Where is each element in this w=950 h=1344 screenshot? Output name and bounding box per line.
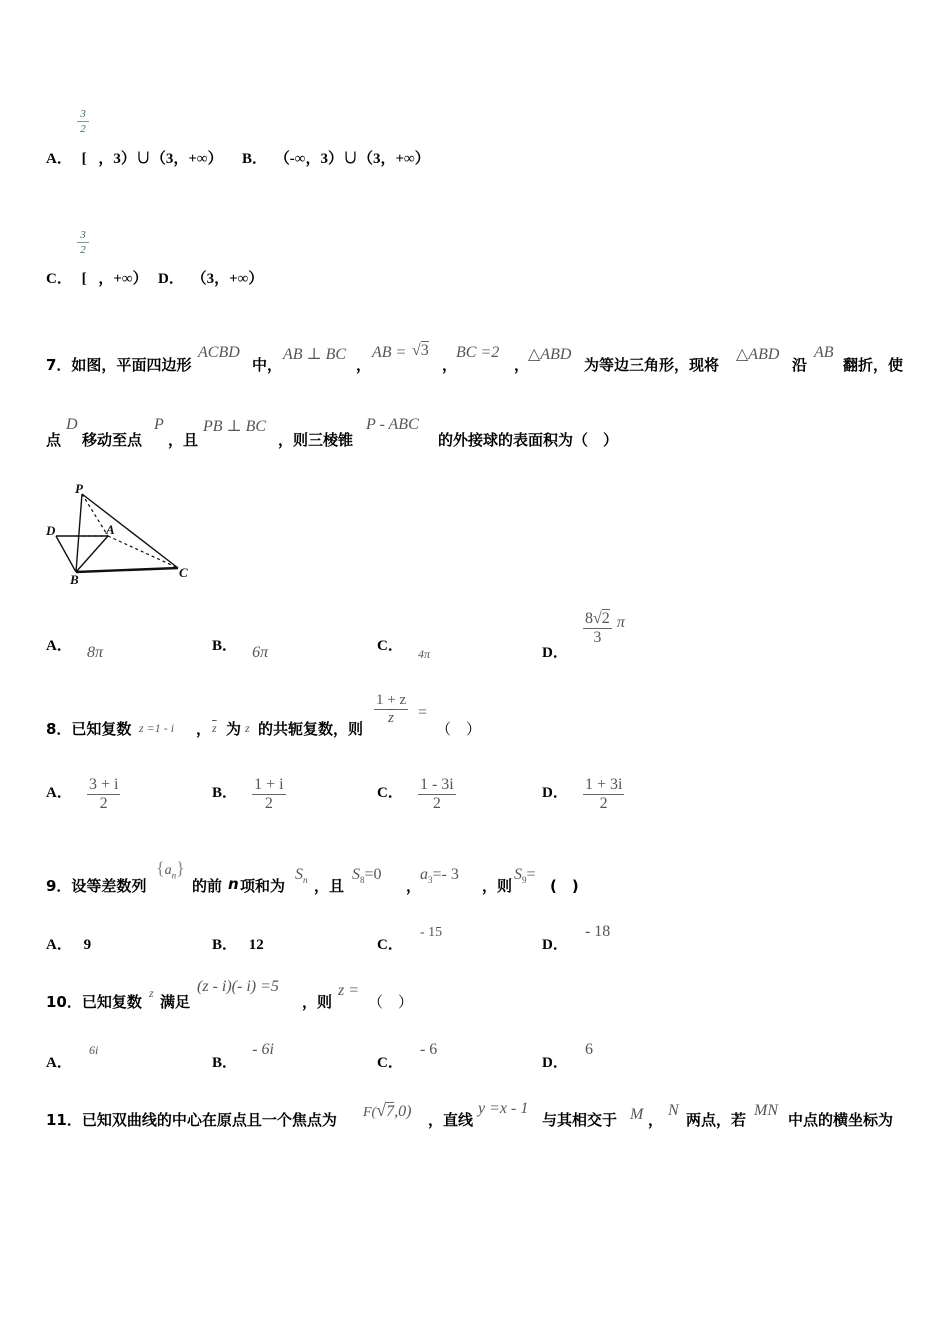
s8-sub: 8 <box>360 875 365 886</box>
frac-num: 3 <box>80 108 86 120</box>
label-b: B <box>70 572 79 585</box>
frac-den: 2 <box>432 795 441 812</box>
option-text: （-∞，3）∪（3，+∞） <box>274 151 430 167</box>
q11-tail: 中点的横坐标为 <box>788 1111 894 1129</box>
option-value: - 6 <box>419 1041 438 1058</box>
q7-equilateral: 为等边三角形，现将 <box>584 356 720 374</box>
q9-stem <box>46 858 646 898</box>
q7-bc-eq: BC =2 <box>456 344 500 361</box>
q7-ab: AB <box>814 344 834 361</box>
option-value: 8π <box>86 644 103 661</box>
q8-equals: = <box>418 704 428 721</box>
an-sub: n <box>171 870 177 881</box>
q7-p: P <box>154 416 164 433</box>
option-label: C． <box>377 1055 403 1071</box>
option-label: D． <box>542 937 568 953</box>
sqrt-radicand: 3 <box>420 342 429 359</box>
q11-stem <box>46 1096 911 1136</box>
q11-focus <box>363 1100 411 1121</box>
option-label: A． <box>46 151 72 167</box>
option-label: D． <box>542 1055 568 1071</box>
q10-prefix: 10．已知复数 <box>46 993 142 1011</box>
q7-ab-perp-bc: AB ⊥ BC <box>283 346 347 363</box>
q7-triangle-abd-2: △ABD <box>736 346 780 363</box>
q7-comma-1: ， <box>356 356 372 374</box>
q7-option-a[interactable] <box>46 634 103 661</box>
option-label: A． <box>46 785 72 801</box>
frac-den: 2 <box>99 795 108 812</box>
frac-num: 3 <box>80 229 86 241</box>
option-fraction <box>583 610 612 647</box>
q9-a3 <box>420 864 459 885</box>
q9-he: 项和为 <box>240 877 286 895</box>
option-value: 12 <box>248 937 264 953</box>
focus-radicand: 7 <box>386 1103 395 1120</box>
q9-prefix: 9．设等差数列 <box>46 877 147 895</box>
q9-sn <box>295 864 308 885</box>
q9-ze: ，则 <box>482 877 513 895</box>
q9-qie: ，且 <box>314 877 345 895</box>
q7-option-d[interactable] <box>542 610 625 661</box>
s8-eq: =0 <box>364 866 382 883</box>
q8-paren: （ ） <box>436 720 482 738</box>
option-label: C． <box>377 937 403 953</box>
s8-base: S <box>352 866 360 883</box>
s9-eq: = <box>526 866 536 883</box>
q7-p-abc: P - ABC <box>366 416 419 433</box>
q6-option-c[interactable] <box>46 267 148 288</box>
q7-tail: 的外接球的表面积为（ ） <box>438 431 619 449</box>
focus-pre: F( <box>363 1105 377 1120</box>
option-label: A． <box>46 638 72 654</box>
option-text-pre: [ <box>81 151 87 167</box>
frac-den: 2 <box>80 123 86 135</box>
q7-pb-perp-bc: PB ⊥ BC <box>203 418 267 435</box>
option-label: D． <box>542 645 568 661</box>
q8-fraction <box>374 692 408 727</box>
q11-n: N <box>668 1102 679 1119</box>
option-label: B． <box>212 785 238 801</box>
q8-z-def: z =1 - i <box>139 721 175 735</box>
q9-comma: ， <box>406 877 422 895</box>
q8-option-d[interactable] <box>542 776 624 813</box>
label-d: D <box>46 523 56 538</box>
q11-comma: ， <box>648 1111 664 1129</box>
q7-comma-3: ， <box>514 356 530 374</box>
frac-den: z <box>388 710 394 726</box>
s9-sub: 9 <box>522 875 527 886</box>
q7-option-b[interactable] <box>212 634 269 661</box>
option-text: （3，+∞） <box>191 271 264 287</box>
q8-prefix: 8．已知复数 <box>46 720 132 738</box>
q11-line-label: ，直线 <box>428 1111 474 1129</box>
frac-num: 1 + i <box>254 776 284 793</box>
q10-option-c[interactable] <box>377 1038 438 1071</box>
option-label: D． <box>542 785 568 801</box>
q9-qian: 的前 <box>192 877 223 895</box>
frac-num: 1 + z <box>376 692 407 708</box>
frac-num: 8√2 <box>584 610 610 627</box>
a3-base: a <box>420 866 428 883</box>
q7-d: D <box>66 416 78 433</box>
q10-option-b[interactable] <box>212 1038 274 1071</box>
option-value: 9 <box>83 937 92 953</box>
q11-mn: MN <box>754 1102 778 1119</box>
q9-option-d[interactable] <box>542 920 611 953</box>
q9-s8 <box>352 864 382 885</box>
option-pi: π <box>616 614 625 631</box>
q8-option-b[interactable] <box>212 776 286 813</box>
q10-paren: （ ） <box>368 993 414 1011</box>
q8-stem <box>46 690 546 740</box>
edge-bc <box>76 568 178 572</box>
a3-sub: 3 <box>428 875 433 886</box>
q11-prefix: 11．已知双曲线的中心在原点且一个焦点为 <box>46 1111 337 1129</box>
q7-dian: 点 <box>46 431 62 449</box>
q8-conj: 的共轭复数，则 <box>258 720 364 738</box>
frac-num: 1 + 3i <box>584 776 623 793</box>
q10-option-a[interactable] <box>46 1038 99 1071</box>
q8-z: z <box>245 721 250 735</box>
focus-sqrt: √ <box>376 1100 387 1120</box>
edge-pa-dashed <box>82 494 108 536</box>
q7-ze: ，则三棱锥 <box>278 431 354 449</box>
q11-m: M <box>630 1106 644 1123</box>
q8-option-c[interactable] <box>377 776 456 813</box>
edge-db <box>56 536 76 572</box>
q6-option-b[interactable] <box>242 147 430 168</box>
option-fraction <box>418 776 456 813</box>
q10-z: z <box>149 986 154 1000</box>
q10-ze: ，则 <box>302 993 333 1011</box>
option-text-post: ，3）∪（3，+∞） <box>98 151 223 167</box>
option-fraction <box>87 776 120 813</box>
q8-zbar: $\overline{z}$ <box>212 721 217 735</box>
q11-two: 两点，若 <box>686 1111 747 1129</box>
q7-sqrt3: √3 <box>412 342 429 359</box>
option-text-post: ，+∞） <box>98 271 148 287</box>
frac-num: 1 - 3i <box>419 776 454 793</box>
frac-bar <box>77 121 89 122</box>
option-value: 6 <box>584 1041 593 1058</box>
q9-s9 <box>514 864 536 885</box>
q7-option-c[interactable] <box>377 634 430 661</box>
option-label: C． <box>46 271 72 287</box>
q7-prefix: 7．如图，平面四边形 <box>46 356 192 374</box>
q6-option-d[interactable] <box>158 267 263 288</box>
option-value: - 6i <box>252 1041 274 1058</box>
sn-sub: n <box>303 875 308 886</box>
q9-option-b[interactable] <box>212 933 264 954</box>
q9-option-c[interactable] <box>377 920 443 953</box>
num-coef: 8 <box>584 610 593 627</box>
label-p: P <box>75 481 83 496</box>
option-label: C． <box>377 785 403 801</box>
q8-option-a[interactable] <box>46 776 120 813</box>
option-label: B． <box>242 151 268 167</box>
q9-n: n <box>228 875 239 893</box>
q10-man: 满足 <box>160 993 191 1011</box>
q7-fold: 翻折，使 <box>843 356 904 374</box>
frac-bar <box>77 242 89 243</box>
option-label: D． <box>158 271 184 287</box>
focus-post: ,0) <box>394 1103 412 1120</box>
q10-option-d[interactable] <box>542 1038 593 1071</box>
edge-pb <box>76 494 82 572</box>
option-value: 4π <box>417 647 430 661</box>
q8-wei: 为 <box>226 720 242 738</box>
option-label: B． <box>212 638 238 654</box>
q7-ab-eq: AB = <box>372 344 407 361</box>
option-fraction <box>583 776 624 813</box>
label-c: C <box>179 565 188 580</box>
q11-line-eq: y =x - 1 <box>478 1100 529 1117</box>
frac-num: 3 + i <box>88 776 119 793</box>
q9-option-a[interactable] <box>46 933 91 954</box>
q10-z-eq: z = <box>338 982 360 999</box>
q7-zhong: 中， <box>252 356 283 374</box>
option-label: A． <box>46 937 72 953</box>
q7-acbd: ACBD <box>198 344 240 361</box>
option-text-pre: [ <box>81 271 87 287</box>
an-base: a <box>164 863 172 878</box>
edge-pc <box>82 494 178 568</box>
label-a: A <box>106 522 115 537</box>
frac-den: 3 <box>593 629 602 646</box>
option-label: A． <box>46 1055 72 1071</box>
option-value: - 15 <box>419 925 443 940</box>
edge-ab <box>76 536 108 572</box>
q9-paren: ( ) <box>550 877 579 895</box>
q7-move: 移动至点 <box>82 431 143 449</box>
option-label: B． <box>212 937 238 953</box>
q8-comma: ， <box>196 720 212 738</box>
q7-comma-2: ， <box>442 356 458 374</box>
q9-an-brace: $\{a_n\}$ <box>156 858 185 881</box>
q7-qie: ，且 <box>168 431 199 449</box>
option-value: 6π <box>252 644 269 661</box>
option-fraction <box>252 776 285 813</box>
num-radicand: 2 <box>601 610 610 627</box>
frac-den: 2 <box>80 244 86 256</box>
fraction-three-halves-a <box>77 108 89 135</box>
frac-den: 2 <box>599 795 608 812</box>
q7-figure <box>44 480 194 585</box>
q7-yan: 沿 <box>792 356 808 374</box>
q7-triangle-abd-1: △ABD <box>528 346 572 363</box>
frac-den: 2 <box>264 795 273 812</box>
q10-equation: (z - i)(- i) =5 <box>197 978 279 995</box>
a3-eq: =- 3 <box>432 866 459 883</box>
fraction-three-halves-c <box>77 229 89 256</box>
sn-base: S <box>295 866 303 883</box>
option-label: C． <box>377 638 403 654</box>
q11-xj: 与其相交于 <box>542 1111 618 1129</box>
s9-base: S <box>514 866 522 883</box>
q6-option-a[interactable] <box>46 147 223 168</box>
option-label: B． <box>212 1055 238 1071</box>
option-value: - 18 <box>584 923 611 940</box>
q10-stem <box>46 976 546 1016</box>
option-value: 6i <box>88 1043 99 1057</box>
